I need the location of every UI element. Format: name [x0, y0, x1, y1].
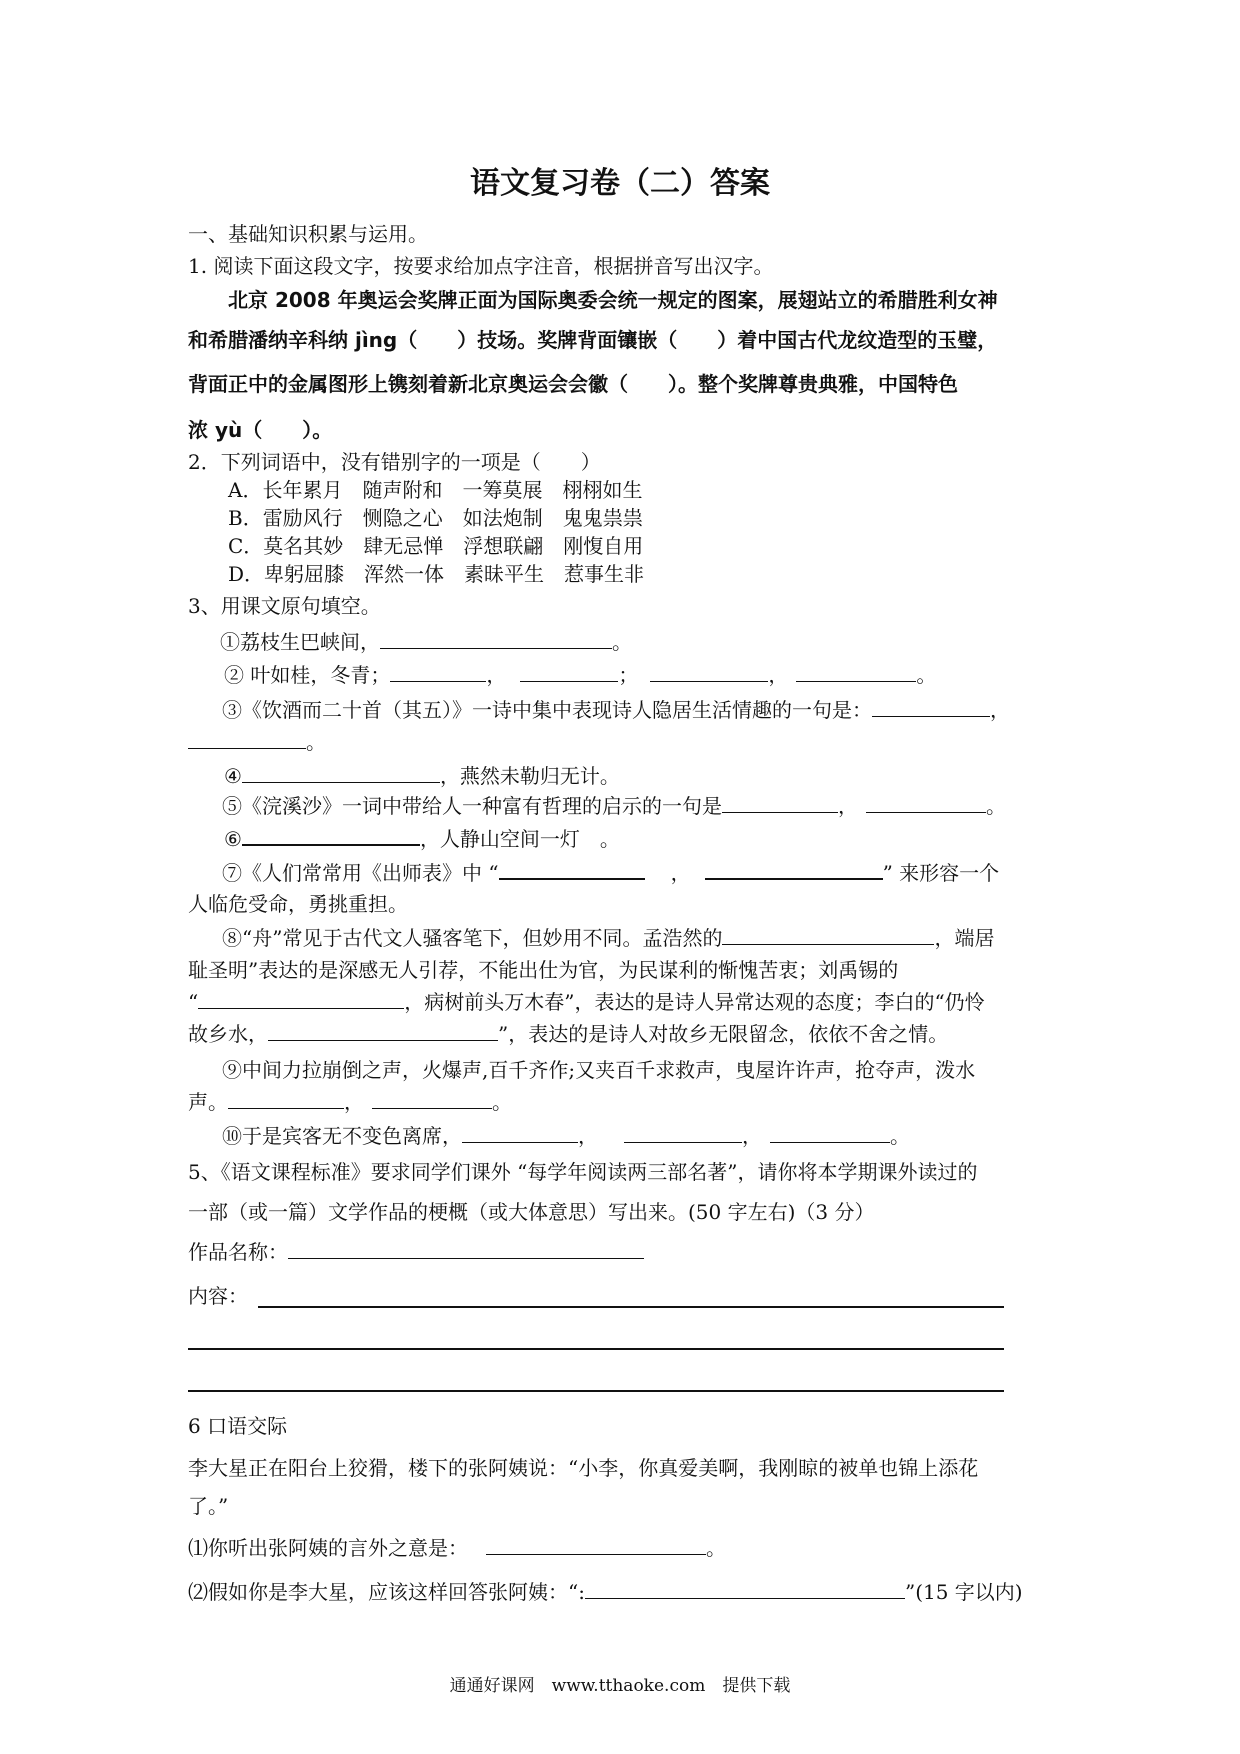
answer-blank[interactable]: [722, 926, 934, 945]
q3-item-4: ④ ，燕然未勒归无计。: [224, 764, 620, 788]
section-heading: 一、基础知识积累与运用。: [188, 222, 428, 246]
q3-item-8-line-2: 耻圣明”表达的是深感无人引荐，不能出仕为官，为民谋利的惭愧苦衷；刘禹锡的: [188, 958, 899, 982]
q3-item-8-line-3: “ ，病树前头万木春”，表达的是诗人异常达观的态度；李白的“仍怜: [188, 990, 985, 1014]
q3-item-1: ①荔枝生巴峡间， 。: [220, 630, 632, 654]
answer-blank[interactable]: [372, 1090, 492, 1109]
q5-content-label: 内容：: [188, 1284, 248, 1308]
answer-blank[interactable]: [462, 1124, 578, 1143]
answer-blank[interactable]: [486, 1536, 706, 1555]
q5-prompt-line-1: 5、《语文课程标准》要求同学们课外 “每学年阅读两三部名著”，请你将本学期课外读过的: [188, 1160, 978, 1184]
q3-item-7: ⑦《人们常常用《出师表》中 “ ， ” 来形容一个: [222, 861, 1000, 885]
q3-item-9: ⑨中间力拉崩倒之声，火爆声,百千齐作;又夹百千求救声，曳屋许许声，抢夺声，泼水: [222, 1058, 976, 1082]
q2-option-b: B．雷励风行 恻隐之心 如法炮制 鬼鬼祟祟: [228, 506, 643, 530]
q1-passage-line-4: 浓 yù（ ）。: [188, 418, 333, 442]
page-footer: 通通好课网 www.tthaoke.com 提供下载: [449, 1676, 791, 1696]
content-line-2[interactable]: [188, 1348, 1004, 1350]
q1-passage-line-3: 背面正中的金属图形上镌刻着新北京奥运会会徽（ ）。整个奖牌尊贵典雅，中国特色: [188, 372, 958, 396]
q1-passage-line-2: 和希腊潘纳辛科纳 jìng（ ）技场。奖牌背面镶嵌（ ）着中国古代龙纹造型的玉璧，: [188, 328, 998, 352]
q2-option-c: C．莫名其妙 肆无忌惮 浮想联翩 刚愎自用: [228, 534, 644, 558]
answer-blank[interactable]: [380, 630, 612, 649]
answer-blank[interactable]: [770, 1124, 890, 1143]
q5-prompt-line-2: 一部（或一篇）文学作品的梗概（或大体意思）写出来。(50 字左右)（3 分）: [188, 1200, 875, 1224]
q3-item-8-line-4: 故乡水， ”，表达的是诗人对故乡无限留念，依依不舍之情。: [188, 1022, 949, 1046]
q3-item-3: ③《饮酒而二十首（其五）》一诗中集中表现诗人隐居生活情趣的一句是： ，: [222, 698, 1010, 722]
answer-blank[interactable]: [268, 1022, 498, 1041]
answer-blank[interactable]: [188, 730, 306, 749]
q6-subquestion-2: ⑵假如你是李大星，应该这样回答张阿姨：“: ”(15 字以内): [188, 1580, 1023, 1604]
work-title-blank[interactable]: [288, 1240, 644, 1259]
q1-passage-line-1: 北京 2008 年奥运会奖牌正面为国际奥委会统一规定的图案，展翅站立的希腊胜利女神: [228, 288, 998, 312]
answer-blank[interactable]: [228, 1090, 344, 1109]
q6-passage-line-1: 李大星正在阳台上狡猾，楼下的张阿姨说：“小李，你真爱美啊，我刚晾的被单也锦上添花: [188, 1456, 979, 1480]
answer-blank[interactable]: [866, 794, 986, 813]
q6-heading: 6 口语交际: [188, 1414, 288, 1438]
answer-blank[interactable]: [872, 698, 990, 717]
content-line-3[interactable]: [188, 1390, 1004, 1392]
q5-work-title: 作品名称：: [188, 1240, 644, 1264]
q3-item-3-cont: 。: [188, 730, 326, 754]
q2-option-a: A．长年累月 随声附和 一筹莫展 栩栩如生: [228, 478, 643, 502]
q3-item-10: ⑩于是宾客无不变色离席， ， ， 。: [222, 1124, 910, 1148]
answer-blank[interactable]: [499, 860, 645, 880]
answer-blank[interactable]: [722, 794, 838, 813]
answer-blank[interactable]: [624, 1124, 742, 1143]
q3-item-8: ⑧“舟”常见于古代文人骚客笔下，但妙用不同。孟浩然的 ，端居: [222, 926, 995, 950]
q6-subquestion-1: ⑴你听出张阿姨的言外之意是： 。: [188, 1536, 726, 1560]
answer-blank[interactable]: [705, 860, 883, 880]
q3-item-7-cont: 人临危受命，勇挑重担。: [188, 892, 408, 916]
content-line-1[interactable]: [258, 1306, 1004, 1308]
q3-item-5: ⑤《浣溪沙》一词中带给人一种富有哲理的启示的一句是 ， 。: [222, 794, 1006, 818]
q3-item-6: ⑥ ，人静山空间一灯 。: [224, 827, 620, 851]
page-title: 语文复习卷（二）答案: [470, 166, 770, 201]
answer-blank[interactable]: [390, 663, 486, 682]
answer-blank[interactable]: [242, 764, 440, 783]
answer-blank[interactable]: [585, 1580, 905, 1599]
q3-item-2: ② 叶如桂，冬青； ， ； ， 。: [224, 663, 937, 687]
answer-blank[interactable]: [796, 663, 916, 682]
q3-item-9-cont: 声。 ， 。: [188, 1090, 512, 1114]
q3-prompt: 3、用课文原句填空。: [188, 594, 381, 618]
q2-option-d: D．卑躬屈膝 浑然一体 素昧平生 惹事生非: [228, 562, 645, 586]
answer-blank[interactable]: [520, 663, 618, 682]
q6-passage-line-2: 了。”: [188, 1494, 229, 1518]
answer-blank[interactable]: [198, 990, 404, 1009]
answer-blank[interactable]: [242, 826, 420, 846]
q2-prompt: 2．下列词语中，没有错别字的一项是（ ）: [188, 450, 601, 474]
answer-blank[interactable]: [650, 663, 768, 682]
q1-prompt: 1. 阅读下面这段文字，按要求给加点字注音，根据拼音写出汉字。: [188, 254, 774, 278]
